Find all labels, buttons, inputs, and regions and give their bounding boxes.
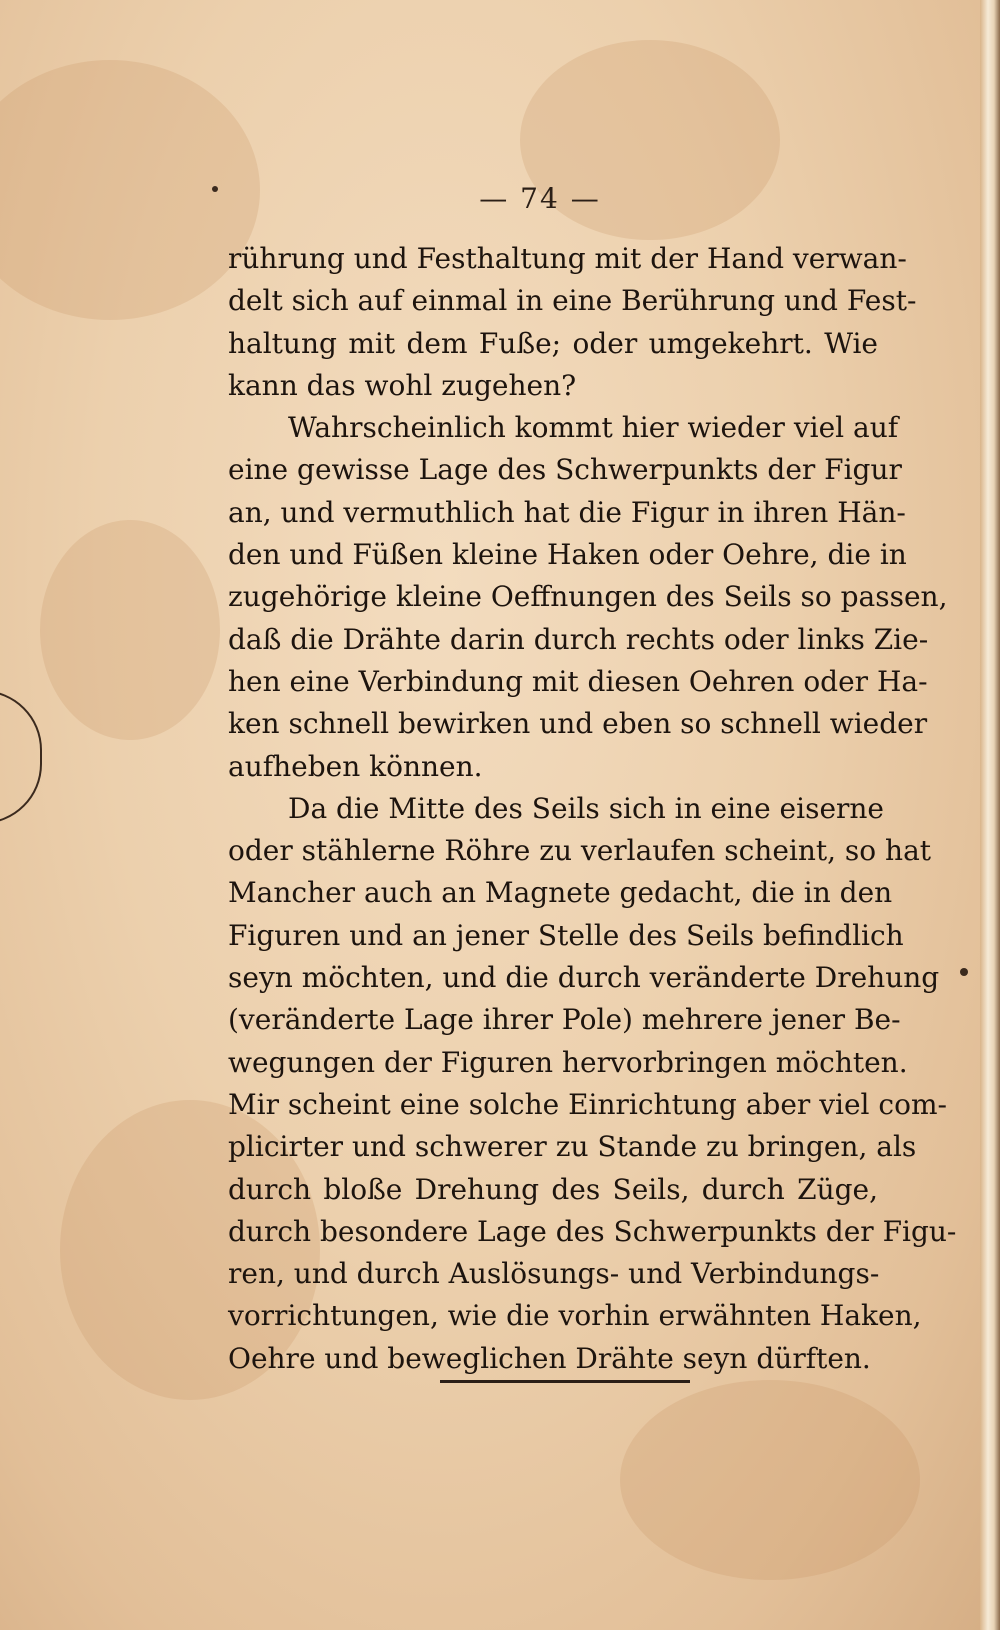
text-line: oder stählerne Röhre zu verlaufen scheint, so hat: [228, 834, 932, 868]
text-line: hen eine Verbindung mit diesen Oehren oder Ha-: [228, 664, 928, 698]
text-line: ren, und durch Auslösungs- und Verbindungs-: [228, 1257, 880, 1291]
text-line: plicirter und schwerer zu Stande zu bringen, als: [228, 1130, 917, 1164]
text-line: Mir scheint eine solche Einrichtung aber viel com-: [228, 1087, 947, 1121]
end-rule: [440, 1380, 690, 1383]
body-text: [228, 238, 957, 1380]
text-line: durch besondere Lage des Schwerpunkts der Figu-: [228, 1214, 957, 1248]
text-line: delt sich auf einmal in eine Berührung und Fest-: [228, 284, 917, 318]
paper-stain: [40, 520, 220, 740]
text-line: haltung mit dem Fuße; oder umgekehrt. Wie: [228, 326, 878, 360]
text-line: daß die Drähte darin durch rechts oder links Zie-: [228, 622, 929, 656]
text-line: eine gewisse Lage des Schwerpunkts der Figur: [228, 453, 902, 487]
text-line: vorrichtungen, wie die vorhin erwähnten Haken,: [228, 1299, 922, 1333]
page-edge: [980, 0, 1000, 1630]
text-line: ken schnell bewirken und eben so schnell wieder: [228, 707, 928, 741]
text-line: (veränderte Lage ihrer Pole) mehrere jener Be-: [228, 1003, 901, 1037]
text-line: Figuren und an jener Stelle des Seils befindlich: [228, 918, 904, 952]
text-line: Mancher auch an Magnete gedacht, die in den: [228, 876, 893, 910]
text-line: den und Füßen kleine Haken oder Oehre, die in: [228, 538, 907, 572]
text-line: kann das wohl zugehen?: [228, 368, 577, 402]
text-line: Wahrscheinlich kommt hier wieder viel auf: [288, 411, 899, 445]
text-line: Oehre und beweglichen Drähte seyn dürften.: [228, 1341, 871, 1375]
text-line: Da die Mitte des Seils sich in eine eiserne: [288, 791, 884, 825]
text-line: aufheben können.: [228, 749, 483, 783]
paper-stain: [620, 1380, 920, 1580]
text-line: durch bloße Drehung des Seils, durch Züge,: [228, 1172, 878, 1206]
text-line: wegungen der Figuren hervorbringen möchten.: [228, 1045, 908, 1079]
page-number: — 74 —: [479, 182, 601, 215]
text-line: seyn möchten, und die durch veränderte Drehung: [228, 961, 940, 995]
text-line: rührung und Festhaltung mit der Hand verwan-: [228, 242, 907, 275]
ink-speck: [960, 968, 968, 976]
text-line: an, und vermuthlich hat die Figur in ihren Hän-: [228, 495, 906, 529]
text-line: zugehörige kleine Oeffnungen des Seils so passen,: [228, 580, 948, 614]
page-fold-mark: [0, 690, 42, 824]
